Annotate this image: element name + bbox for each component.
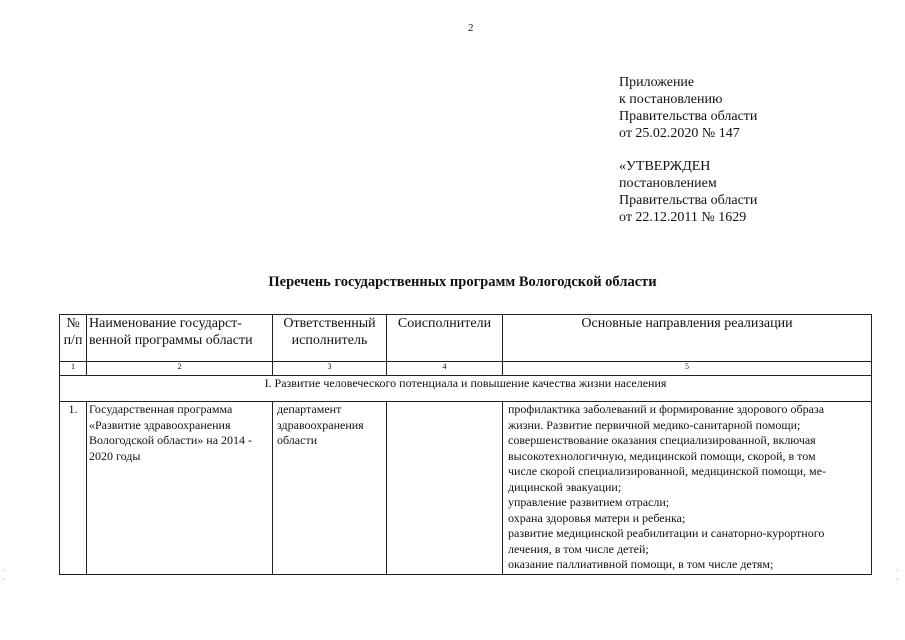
approved-line: Правительства области — [619, 193, 758, 208]
program-name: Государственная программа «Развитие здравоохранения Вологодской области» на 2014 - 2020 годы — [87, 402, 273, 575]
direction-line: управление развитием отрасли; — [508, 495, 670, 509]
header-directions: Основные направления реализации — [503, 315, 872, 362]
appendix-line: от 25.02.2020 № 147 — [619, 126, 740, 141]
table-header-row — [60, 315, 872, 362]
appendix-line: Правительства области — [619, 109, 758, 124]
direction-line: охрана здоровья матери и ребенка; — [508, 510, 686, 525]
approved-line: «УТВЕРЖДЕН — [619, 159, 711, 174]
table-row — [60, 402, 872, 575]
section-title: I. Развитие человеческого потенциала и повышение качества жизни населения — [60, 376, 872, 402]
column-number: 3 — [273, 362, 387, 376]
column-number: 5 — [503, 362, 872, 376]
direction-line: жизни. Развитие первичной медико-санитарной помощи; — [508, 417, 801, 432]
direction-line: дицинской эвакуации; — [508, 479, 622, 494]
coexecutors — [387, 402, 503, 575]
approved-line: постановлением — [619, 176, 717, 191]
column-number: 2 — [87, 362, 273, 376]
page-number: 2 — [468, 22, 474, 34]
document-title: Перечень государственных программ Вологодской области — [268, 274, 657, 290]
column-number: 4 — [387, 362, 503, 376]
section-row — [60, 376, 872, 402]
header-program-name: Наименование государст-венной программы области — [87, 315, 273, 362]
direction-line: лечения, в том числе детей; — [508, 541, 649, 556]
column-number-row — [60, 362, 872, 376]
direction-line: профилактика заболеваний и формирование здорового образа — [508, 402, 825, 416]
scan-edge-mark-left: · · — [2, 566, 5, 584]
column-number: 1 — [60, 362, 87, 376]
header-responsible: Ответственный исполнитель — [273, 315, 387, 362]
header-coexecutors: Соисполнители — [387, 315, 503, 362]
direction-line: оказание паллиативной помощи, в том числе детям; — [508, 557, 774, 571]
implementation-directions — [503, 402, 872, 575]
direction-line: совершенствование оказания специализированной, включая — [508, 433, 816, 447]
direction-line: развитие медицинской реабилитации и санаторно-курортного — [508, 526, 825, 540]
header-number: № п/п — [60, 315, 87, 362]
appendix-line: Приложение — [619, 75, 695, 90]
scan-edge-mark-right: · · — [896, 566, 899, 584]
programs-table — [59, 314, 872, 575]
direction-line: высокотехнологичную, медицинской помощи, скорой, в том — [508, 448, 816, 463]
appendix-block — [619, 74, 757, 226]
responsible-executor: департамент здравоохранения области — [273, 402, 387, 575]
approved-line: от 22.12.2011 № 1629 — [619, 210, 747, 225]
appendix-line: к постановлению — [619, 92, 723, 107]
direction-line: числе скорой специализированной, медицинской помощи, ме- — [508, 464, 826, 478]
row-number: 1. — [60, 402, 87, 575]
